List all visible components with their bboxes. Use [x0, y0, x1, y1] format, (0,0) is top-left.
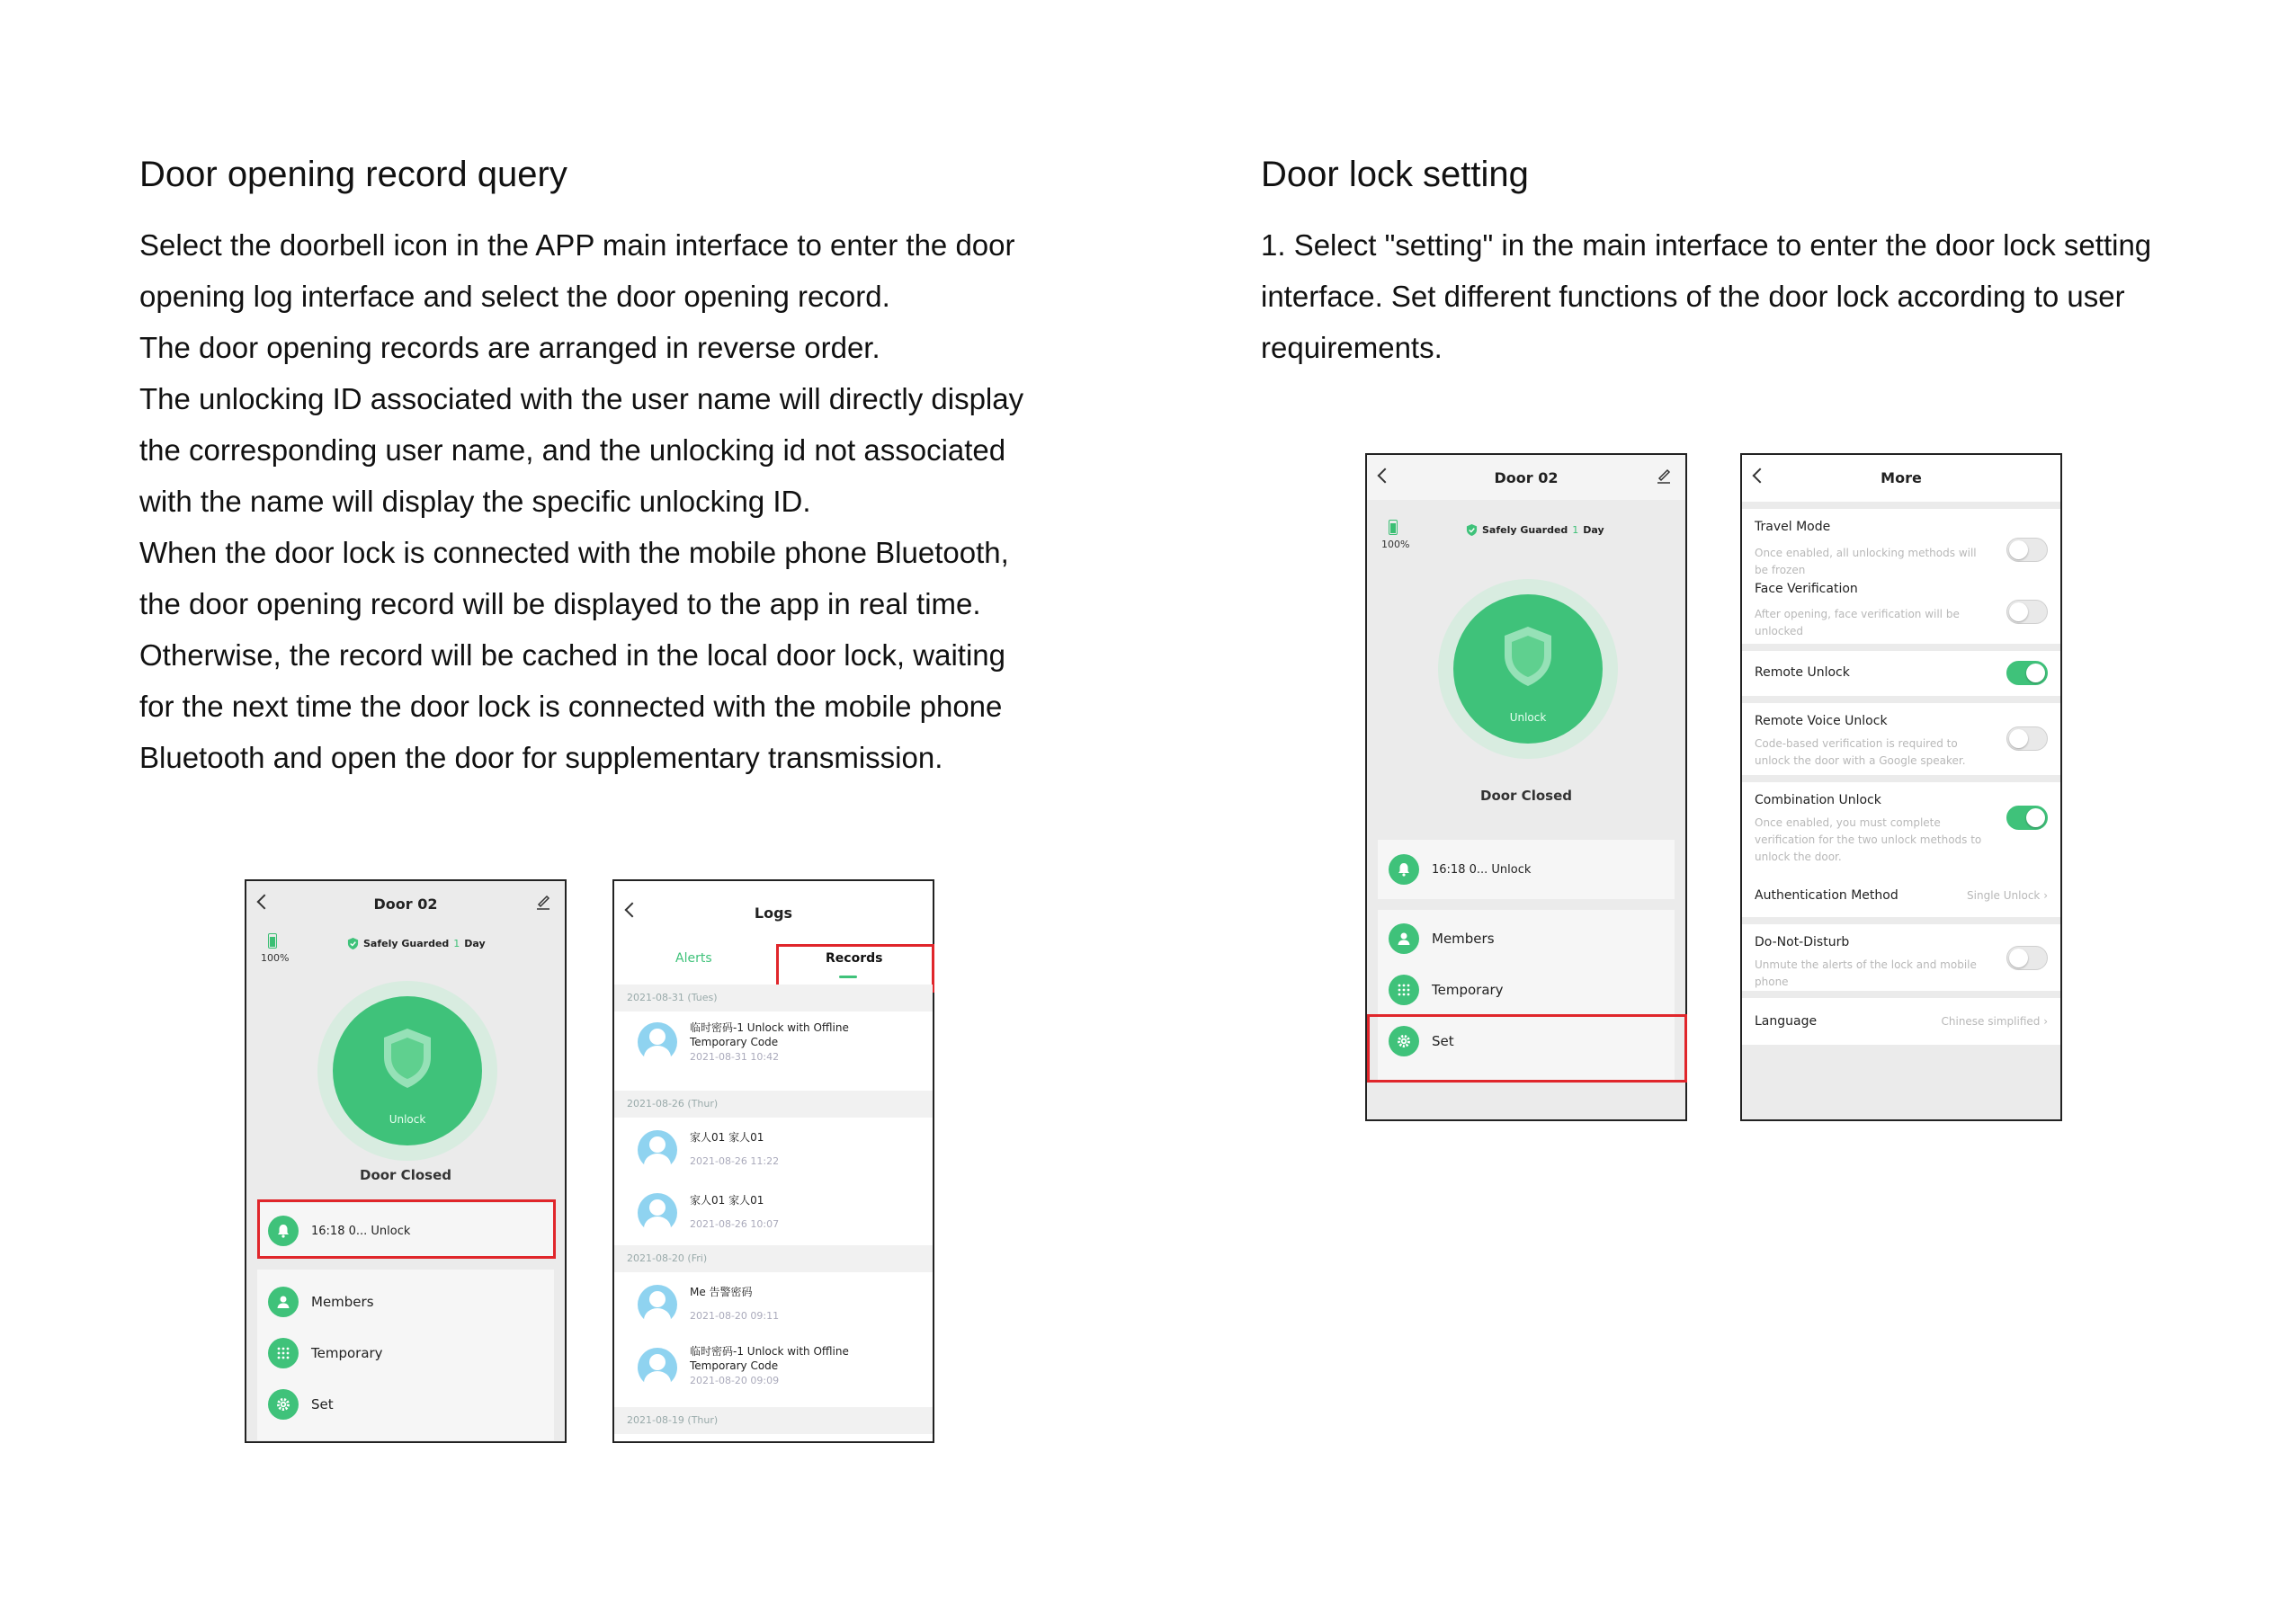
- left-section-title: Door opening record query: [139, 155, 567, 194]
- menu-item-set[interactable]: [257, 1379, 554, 1430]
- face-verification-toggle[interactable]: [2006, 600, 2048, 624]
- setting-remote-voice-unlock: [1742, 703, 2060, 775]
- screen-title: Door 02: [1494, 469, 1559, 486]
- log-entry-title: 家人01 家人01: [690, 1194, 764, 1207]
- menu-label: Set: [1432, 1033, 1454, 1049]
- unlock-button-halo: [317, 981, 497, 1161]
- menu-card: [257, 1270, 554, 1440]
- log-entry[interactable]: [614, 1181, 933, 1243]
- screen-title: Door 02: [373, 896, 438, 913]
- text-line: The door opening records are arranged in reverse order.: [139, 331, 880, 364]
- setting-remote-unlock: [1742, 651, 2060, 696]
- log-entry[interactable]: [614, 1118, 933, 1181]
- setting-title: Travel Mode: [1755, 520, 1831, 534]
- avatar: [638, 1022, 677, 1062]
- battery-percent: 100%: [1381, 539, 1410, 550]
- setting-title: Remote Voice Unlock: [1755, 714, 1888, 728]
- shield-icon: [380, 1027, 434, 1090]
- battery-icon: [268, 933, 277, 949]
- screen-header: [1367, 455, 1685, 500]
- menu-label: Members: [311, 1294, 374, 1310]
- authentication-method-value: Single Unlock: [1967, 889, 2041, 902]
- guard-suffix: Day: [1583, 524, 1604, 536]
- text-line: opening log interface and select the door opening record.: [139, 280, 890, 313]
- highlight-set: [1367, 1014, 1687, 1083]
- menu-item-temporary[interactable]: [1378, 965, 1675, 1015]
- avatar: [638, 1285, 677, 1324]
- date-header: 2021-08-26 (Thur): [614, 1091, 933, 1118]
- bell-icon: [1389, 854, 1419, 885]
- screen-header: [1742, 455, 2060, 502]
- text-line: When the door lock is connected with the mobile phone Bluetooth,: [139, 536, 1009, 569]
- screen-header: [246, 881, 565, 926]
- travel-mode-toggle[interactable]: [2006, 538, 2048, 562]
- setting-title: Do-Not-Disturb: [1755, 935, 1850, 949]
- shield-icon: [1501, 625, 1555, 688]
- highlight-last-record: [257, 1199, 556, 1259]
- guard-suffix: Day: [464, 938, 486, 949]
- setting-desc: Code-based verification is required to unlock the door with a Google speaker.: [1755, 737, 1966, 767]
- log-entry-time: 2021-08-26 10:07: [690, 1218, 780, 1230]
- setting-desc: Unmute the alerts of the lock and mobile phone: [1755, 958, 1977, 988]
- setting-do-not-disturb: [1742, 924, 2060, 991]
- language-value: Chinese simplified: [1941, 1015, 2041, 1028]
- log-entry-title: 家人01 家人01: [690, 1131, 764, 1144]
- setting-title: Combination Unlock: [1755, 793, 1881, 807]
- last-record-card[interactable]: [1378, 840, 1675, 899]
- log-entry-title: Me 告警密码: [690, 1286, 753, 1298]
- user-icon: [268, 1287, 299, 1317]
- text-line: The unlocking ID associated with the user name will directly display: [139, 382, 1024, 415]
- menu-label: Temporary: [311, 1345, 383, 1361]
- unlock-label: Unlock: [1509, 711, 1547, 724]
- text-line: interface. Set different functions of the door lock according to user: [1261, 280, 2125, 313]
- logs-screen: [612, 879, 934, 1443]
- text-line: the door opening record will be displayed to the app in real time.: [139, 587, 981, 620]
- guard-status: [1466, 524, 1604, 536]
- text-line: Bluetooth and open the door for supplementary transmission.: [139, 741, 943, 774]
- date-header: 2021-08-19 (Thur): [614, 1407, 933, 1434]
- text-line: requirements.: [1261, 331, 1443, 364]
- setting-title: Language: [1755, 1014, 1818, 1029]
- date-header: 2021-08-20 (Fri): [614, 1245, 933, 1272]
- setting-desc: Once enabled, you must complete verification for the two unlock methods to unlock the door.: [1755, 816, 1982, 863]
- guard-days: 1: [453, 938, 460, 949]
- shield-check-icon: [1466, 524, 1478, 536]
- menu-item-members[interactable]: [1378, 913, 1675, 964]
- last-record-row[interactable]: [1378, 844, 1675, 895]
- screen-title: More: [1881, 469, 1922, 486]
- setting-value: Single Unlock ›: [1967, 889, 2048, 902]
- guard-label: Safely Guarded: [363, 938, 450, 949]
- text-line: for the next time the door lock is connected with the mobile phone: [139, 690, 1003, 723]
- menu-item-temporary[interactable]: [257, 1328, 554, 1378]
- gear-icon: [268, 1389, 299, 1420]
- unlock-label: Unlock: [389, 1113, 426, 1126]
- text-line: Select the doorbell icon in the APP main interface to enter the door: [139, 228, 1015, 262]
- right-section-title: Door lock setting: [1261, 155, 1529, 194]
- settings-group-1: [1742, 509, 2060, 644]
- setting-title: Face Verification: [1755, 582, 1858, 596]
- more-screen: [1740, 453, 2062, 1121]
- avatar: [638, 1193, 677, 1233]
- menu-label: Temporary: [1432, 982, 1504, 998]
- unlock-button-halo: [1438, 579, 1618, 759]
- left-section-text: [139, 219, 1129, 783]
- log-entry[interactable]: [614, 1011, 933, 1073]
- text-line: the corresponding user name, and the unlocking id not associated: [139, 433, 1006, 467]
- avatar: [638, 1130, 677, 1170]
- screen-title: Logs: [754, 904, 793, 922]
- setting-language[interactable]: [1742, 998, 2060, 1045]
- avatar: [638, 1348, 677, 1387]
- edit-icon[interactable]: [536, 894, 550, 910]
- setting-value: Chinese simplified ›: [1941, 1015, 2048, 1028]
- menu-item-members[interactable]: [257, 1277, 554, 1327]
- log-entry[interactable]: [614, 1272, 933, 1335]
- do-not-disturb-toggle[interactable]: [2006, 946, 2048, 970]
- menu-label: Members: [1432, 931, 1495, 947]
- door-status: Door Closed: [1480, 788, 1572, 804]
- shield-check-icon: [347, 938, 359, 949]
- unlock-button[interactable]: [1453, 594, 1603, 744]
- guard-days: 1: [1572, 524, 1579, 536]
- text-line: 1. Select "setting" in the main interface to enter the door lock setting: [1261, 228, 2152, 262]
- combination-unlock-toggle[interactable]: [2006, 806, 2048, 830]
- guard-status: [347, 938, 486, 949]
- unlock-button[interactable]: [333, 996, 482, 1145]
- door-screen-left: [245, 879, 567, 1443]
- log-entry-title: 临时密码-1 Unlock with Offline Temporary Code: [690, 1345, 849, 1372]
- tab-alerts[interactable]: Alerts: [675, 951, 712, 966]
- keypad-icon: [268, 1338, 299, 1368]
- battery-percent: 100%: [261, 952, 290, 964]
- setting-desc: Once enabled, all unlocking methods will be frozen: [1755, 547, 1977, 576]
- keypad-icon: [1389, 975, 1419, 1005]
- setting-authentication-method[interactable]: [1742, 872, 2060, 917]
- setting-desc: After opening, face verification will be unlocked: [1755, 608, 1960, 637]
- door-screen-right: [1365, 453, 1687, 1121]
- log-entry[interactable]: [614, 1335, 933, 1407]
- log-entry-time: 2021-08-31 10:42: [690, 1051, 780, 1063]
- tab-records[interactable]: Records: [826, 951, 883, 966]
- battery-icon: [1389, 520, 1398, 535]
- guard-label: Safely Guarded: [1482, 524, 1568, 536]
- screen-header: [614, 881, 933, 926]
- date-header: 2021-08-31 (Tues): [614, 985, 933, 1011]
- log-entry-time: 2021-08-26 11:22: [690, 1155, 780, 1167]
- last-record-text: 16:18 0... Unlock: [311, 1224, 411, 1238]
- remote-unlock-toggle[interactable]: [2006, 661, 2048, 685]
- user-icon: [1389, 923, 1419, 954]
- setting-combination-unlock: [1742, 782, 2060, 872]
- door-status: Door Closed: [360, 1167, 451, 1183]
- setting-title: Authentication Method: [1755, 888, 1898, 903]
- edit-icon[interactable]: [1657, 468, 1671, 484]
- right-section-text: [1261, 219, 2268, 373]
- log-entry-time: 2021-08-20 09:11: [690, 1310, 780, 1322]
- setting-title: Remote Unlock: [1755, 665, 1850, 680]
- log-entry-time: 2021-08-20 09:09: [690, 1375, 780, 1386]
- text-line: with the name will display the specific unlocking ID.: [139, 485, 811, 518]
- last-record-text: 16:18 0... Unlock: [1432, 862, 1532, 877]
- menu-label: Set: [311, 1396, 334, 1412]
- log-entry-title: 临时密码-1 Unlock with Offline Temporary Code: [690, 1021, 849, 1048]
- remote-voice-unlock-toggle[interactable]: [2006, 726, 2048, 751]
- text-line: Otherwise, the record will be cached in the local door lock, waiting: [139, 638, 1005, 672]
